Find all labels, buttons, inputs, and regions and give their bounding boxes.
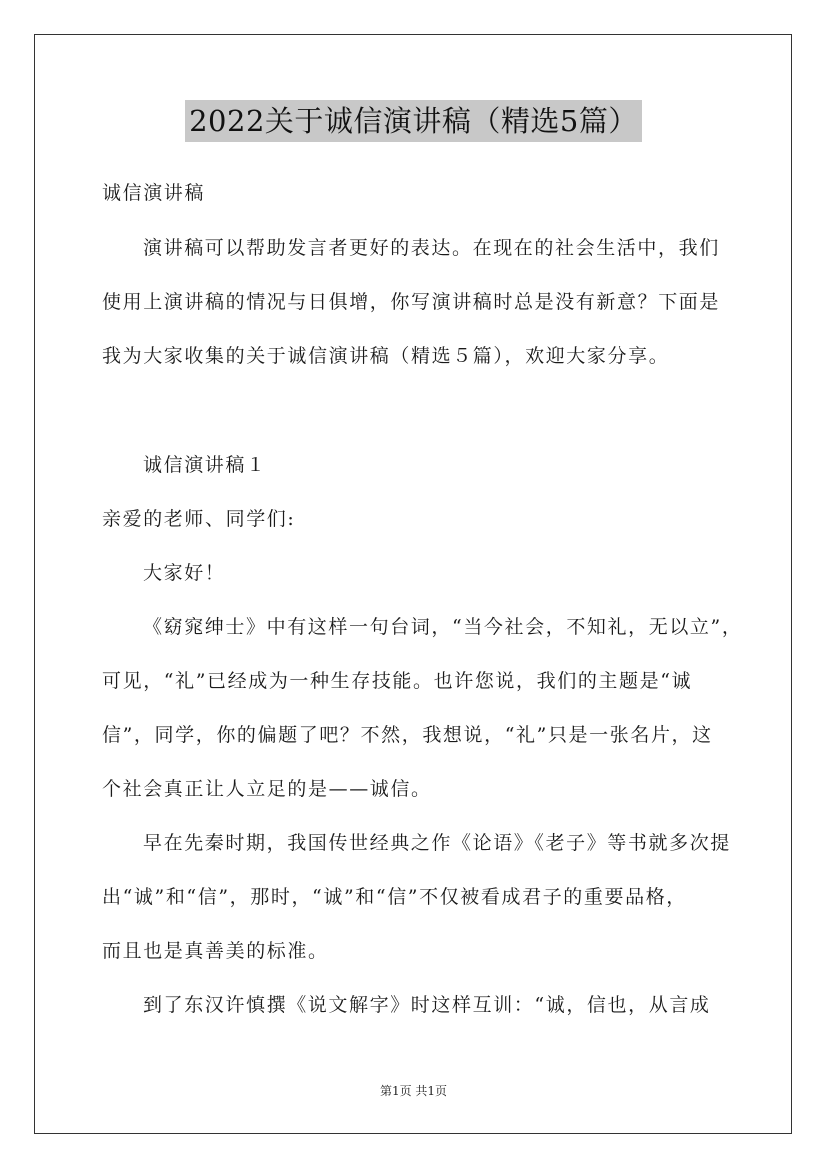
greeting: 大家好！ [143,562,226,584]
paragraph1-line-4: 个社会真正让人立足的是——诚信。 [102,778,432,800]
title-container [0,100,827,142]
paragraph2-line-3: 而且也是真善美的标准。 [102,940,329,962]
paragraph1-line-1: 《窈窕绅士》中有这样一句台词，“当今社会，不知礼，无以立”， [143,616,743,638]
paragraph2-line-1: 早在先秦时期，我国传世经典之作《论语》《老子》等书就多次提 [143,832,731,854]
intro-line-2: 使用上演讲稿的情况与日俱增，你写演讲稿时总是没有新意？下面是 [102,291,721,313]
intro-line-3: 我为大家收集的关于诚信演讲稿（精选５篇），欢迎大家分享。 [102,345,670,367]
intro-line-1: 演讲稿可以帮助发言者更好的表达。在现在的社会生活中，我们 [143,237,720,259]
paragraph1-line-3: 信”，同学，你的偏题了吧？不然，我想说，“礼”只是一张名片，这 [102,724,713,746]
paragraph3-line-1: 到了东汉许慎撰《说文解字》时这样互训：“诚，信也，从言成 [143,994,711,1016]
section-title: 诚信演讲稿１ [143,454,267,476]
salutation: 亲爱的老师、同学们: [102,508,296,530]
page-footer: 第1页 共1页 [379,1084,448,1098]
document-title: 2022关于诚信演讲稿（精选5篇） [185,100,642,142]
paragraph2-line-2: 出“诚”和“信”，那时，“诚”和“信”不仅被看成君子的重要品格， [102,886,687,908]
document-heading: 诚信演讲稿 [102,182,206,204]
paragraph1-line-2: 可见，“礼”已经成为一种生存技能。也许您说，我们的主题是“诚 [102,670,693,692]
